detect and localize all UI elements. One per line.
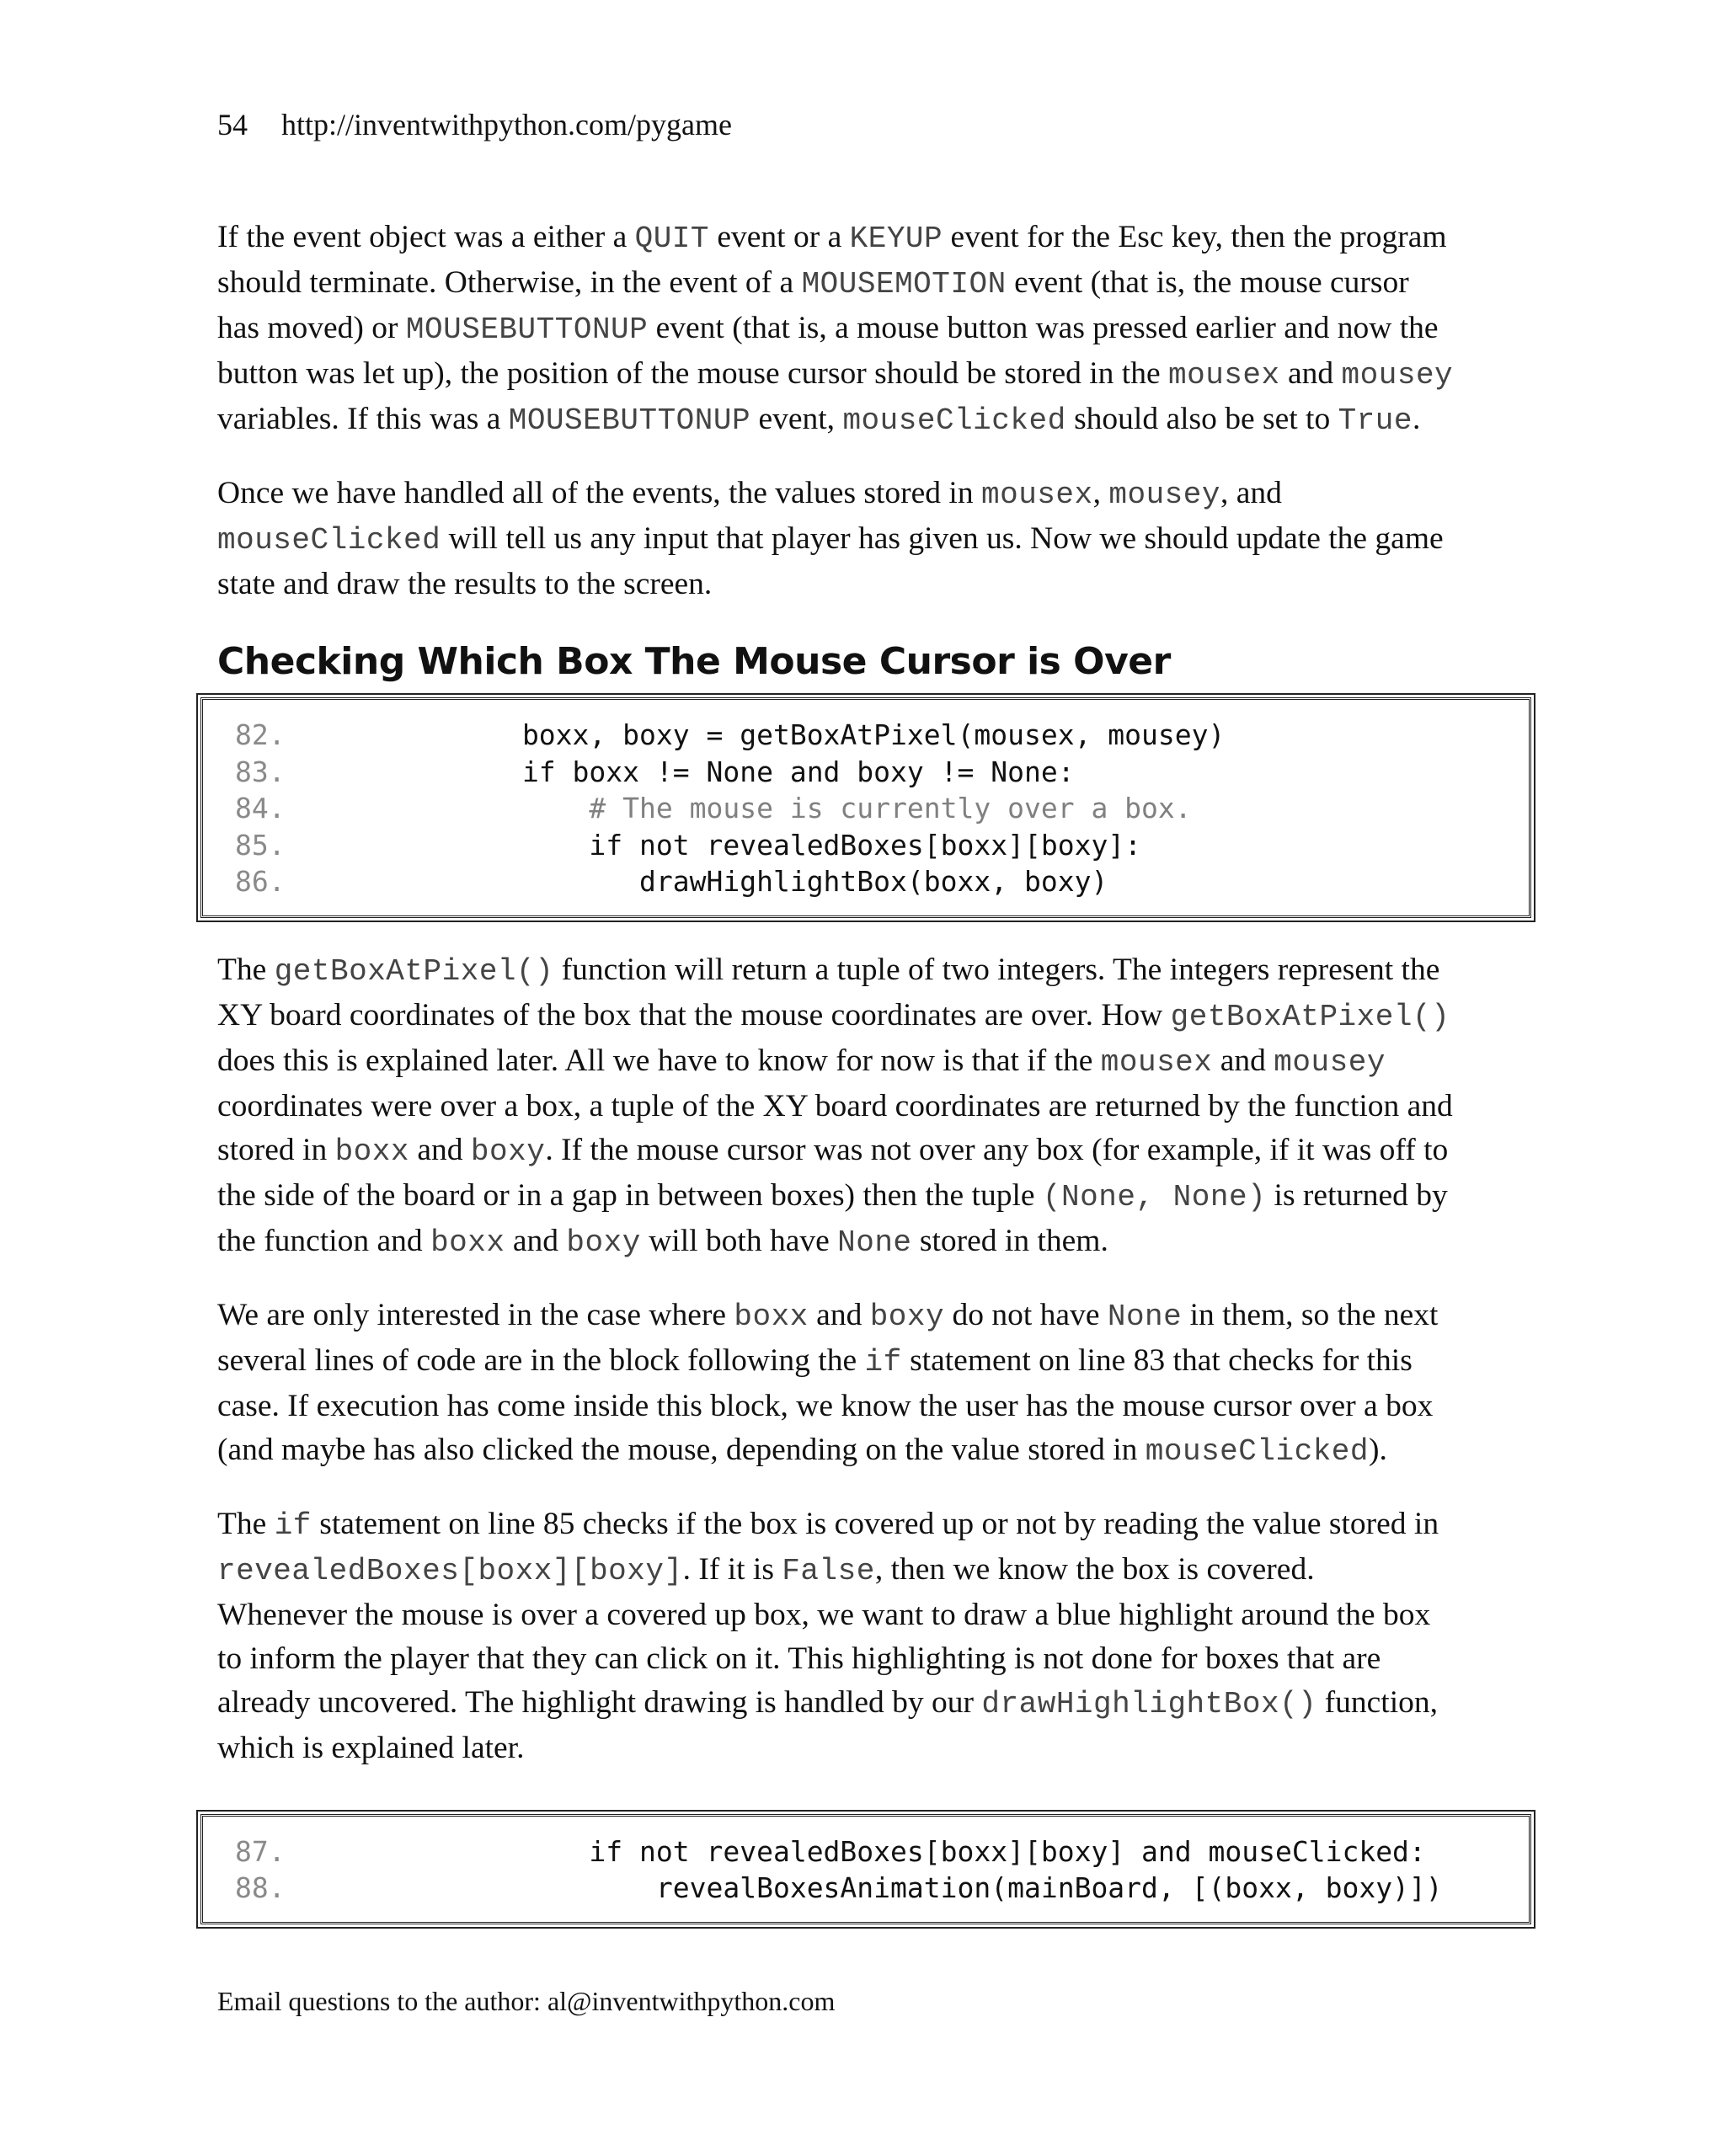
inline-code: boxy [566,1225,641,1260]
inline-code: drawHighlightBox() [981,1686,1317,1721]
inline-code: boxx [334,1134,409,1169]
page-number: 54 [217,108,248,141]
text: and [808,1297,870,1332]
inline-code: True [1338,403,1413,438]
paragraph-3 [217,948,1531,1265]
inline-code: (None, None) [1042,1179,1267,1214]
text: event (that is, the mouse cursor [1006,265,1409,300]
inline-code: mousey [1341,358,1454,392]
text: will tell us any input that player has given us. Now we should update the game [441,521,1444,556]
paragraph-4 [217,1294,1531,1474]
text-line: Whenever the mouse is over a covered up box, we want to draw a blue highlight around the box [217,1597,1431,1632]
inline-code: if [864,1344,902,1380]
text-line [217,1502,1531,1548]
header-url: http://inventwithpython.com/pygame [281,108,732,141]
text: event (that is, a mouse button was pressed earlier and now the [648,311,1439,345]
page-header [217,106,732,143]
text: and [1212,1043,1274,1078]
text: ). [1369,1432,1387,1467]
inline-code: MOUSEBUTTONUP [405,312,649,347]
text: stored in [217,1132,335,1167]
inline-code: mouseClicked [217,523,441,558]
text: Once we have handled all of the events, the values stored in [217,476,981,510]
text: is returned by [1266,1177,1448,1213]
inline-code: mouseClicked [1145,1433,1370,1469]
text-line [217,1548,1531,1593]
text-line [217,398,1531,443]
text: the side of the board or in a gap in between boxes) then the tuple [217,1177,1043,1213]
text: in them, so the next [1182,1297,1439,1332]
inline-code: getBoxAtPixel() [1170,999,1450,1034]
text: and [409,1132,471,1167]
inline-code: QUIT [634,221,710,256]
inline-code: mousey [1108,478,1220,512]
text: do not have [944,1297,1108,1332]
text-line: state and draw the results to the screen. [217,567,713,601]
inline-code: None [837,1225,912,1260]
text: The [217,1506,275,1541]
inline-code: boxy [470,1134,546,1169]
inline-code: revealedBoxes[boxx][boxy] [217,1553,683,1588]
text-line [217,517,1531,563]
text-line: which is explained later. [217,1730,525,1765]
text: does this is explained later. All we have to know for now is that if the [217,1043,1101,1078]
text: should also be set to [1065,402,1338,436]
text: already uncovered. The highlight drawing is handled by our [217,1684,982,1720]
text: . If it is [682,1551,782,1587]
text-line [217,352,1531,398]
code-line [203,754,1529,791]
inline-code: boxx [734,1299,809,1334]
code-text: if not revealedBoxes[boxx][boxy]: [388,828,1142,862]
code-line [203,790,1529,827]
inline-code: MOUSEMOTION [801,267,1007,302]
text: statement on line 83 that checks for this [901,1342,1413,1378]
text: event or a [709,220,850,254]
text-line: coordinates were over a box, a tuple of the XY board coordinates are returned by the function and [217,1088,1453,1123]
text: and [1279,356,1342,391]
text: , then we know the box is covered. [874,1551,1315,1587]
text: , [1092,476,1109,510]
text: and [505,1223,567,1258]
code-listing-2 [200,1814,1531,1924]
text: function will return a tuple of two integers. The integers represent the [553,952,1440,987]
line-number: 84. [235,792,286,825]
code-line [203,1870,1529,1907]
line-number: 83. [235,755,286,788]
paragraph-2 [217,472,1531,606]
text: statement on line 85 checks if the box is covered up or not by reading the value stored in [311,1506,1439,1541]
text-line [217,1339,1531,1385]
text-line [217,1681,1531,1726]
inline-code: mouseClicked [842,403,1066,438]
text-line [217,1219,1531,1265]
text-line [217,1294,1531,1339]
line-number: 82. [235,718,286,751]
text-line: case. If execution has come inside this block, we know the user has the mouse cursor over a box [217,1388,1434,1423]
paragraph-1 [217,216,1531,443]
text: XY board coordinates of the box that the mouse coordinates are over. How [217,997,1171,1033]
text: has moved) or [217,311,406,345]
section-heading: Checking Which Box The Mouse Cursor is Over [217,640,1171,683]
inline-code: mousex [1100,1044,1213,1080]
text-line [217,1039,1531,1085]
text: several lines of code are in the block following the [217,1342,865,1378]
text-line [217,1129,1531,1174]
inline-code: None [1107,1299,1183,1334]
text: (and maybe has also clicked the mouse, depending on the value stored in [217,1432,1146,1467]
code-text: boxx, boxy = getBoxAtPixel(mousex, mousey) [388,718,1226,751]
code-line [203,1833,1529,1870]
code-text: if boxx != None and boxy != None: [388,755,1075,788]
page-footer: Email questions to the author: al@inventwithpython.com [217,1986,836,2016]
line-number: 88. [235,1871,286,1904]
text: variables. If this was a [217,402,509,436]
code-text: revealBoxesAnimation(mainBoard, [(boxx, boxy)]) [388,1871,1443,1904]
inline-code: boxy [869,1299,945,1334]
text: The [217,952,275,987]
text: We are only interested in the case where [217,1297,734,1332]
inline-code: KEYUP [849,221,943,256]
line-number: 87. [235,1834,286,1868]
text: . If the mouse cursor was not over any box (for example, if it was off to [545,1132,1449,1167]
text-line [217,1174,1531,1219]
text: . [1413,402,1421,436]
code-listing-1 [200,697,1531,918]
paragraph-5 [217,1502,1531,1770]
inline-code: mousey [1274,1044,1386,1080]
text: event, [750,402,843,436]
page-content [217,216,1531,1955]
code-text: drawHighlightBox(boxx, boxy) [388,865,1108,898]
inline-code: MOUSEBUTTONUP [508,403,751,438]
code-line [203,863,1529,900]
inline-code: mousex [1168,358,1280,392]
code-line [203,827,1529,864]
text: should terminate. Otherwise, in the event of a [217,265,802,300]
inline-code: boxx [430,1225,505,1260]
text: , and [1220,476,1282,510]
text: event for the Esc key, then the program [943,220,1447,254]
text-line [217,216,1531,261]
code-line [203,717,1529,754]
text-line [217,307,1531,352]
text: If the event object was a either a [217,220,635,254]
text-line [217,472,1531,517]
inline-code: getBoxAtPixel() [274,953,554,989]
line-number: 86. [235,865,286,898]
inline-code: if [274,1508,312,1543]
text-line: to inform the player that they can click on it. This highlighting is not done for boxes that are [217,1641,1381,1676]
line-number: 85. [235,828,286,862]
text-line [217,1428,1531,1474]
inline-code: False [782,1553,875,1588]
text: stored in them. [911,1223,1108,1258]
text-line [217,994,1531,1039]
code-comment: # The mouse is currently over a box. [388,792,1192,825]
text: the function and [217,1223,431,1258]
text: function, [1316,1684,1439,1720]
inline-code: mousex [980,478,1093,512]
text: will both have [640,1223,838,1258]
code-text: if not revealedBoxes[boxx][boxy] and mouseClicked: [388,1834,1426,1868]
text-line [217,948,1531,994]
text-line [217,261,1531,307]
text: button was let up), the position of the mouse cursor should be stored in the [217,356,1168,391]
